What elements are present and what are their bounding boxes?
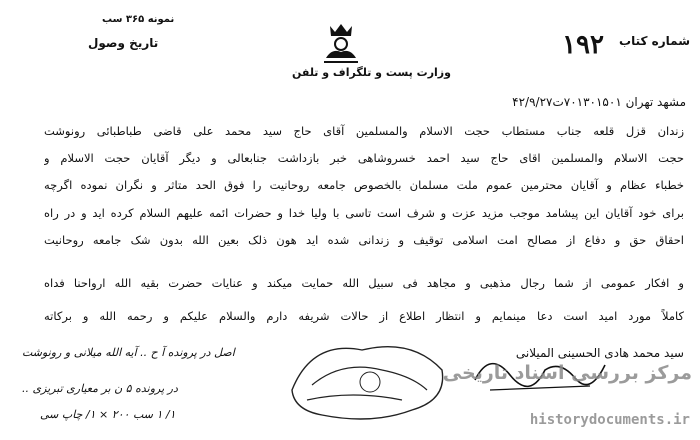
- body-line: و افکار عمومی از شما رجال مذهبی و مجاهد فی سبیل الله حمایت میکند و عنایات حضرت بقیه الله ارواحنا فداه: [44, 276, 684, 290]
- stamp-icon: [282, 330, 452, 430]
- body-line: خطباء عظام و آقایان محترمین عموم ملت مسلمان بالخصوص جامعه روحانیت را فوق الحد متاثر و نگران نموده اگرچه: [44, 178, 684, 192]
- body-line: برای خود آقایان این پیشامد موجب مزید عزت و شرف است تاسی با ولیا خدا و حضرات ائمه علیهم السلام کرده اید و در راه: [44, 206, 684, 220]
- date-line: مشهد تهران ۷۰۱۳۰۱۵۰۱ت۴۲/۹/۲۷: [512, 95, 686, 109]
- book-number-label: شماره کتاب: [619, 34, 690, 48]
- ministry-name: وزارت پست و تلگراف و تلفن: [292, 66, 451, 79]
- handwritten-note: در پرونده ۵ ن بر معیاری تبریزی ..: [22, 382, 178, 395]
- body-line: کاملاً مورد امید است دعا مینمایم و انتظار اطلاع از حالات شریفه دارم والسلام علیکم و رحمه الله و برکاته: [44, 309, 684, 323]
- watermark-text: مرکز بررسی اسناد تاریخی: [442, 362, 692, 384]
- body-line: زندان قزل قلعه جناب مستطاب حجت الاسلام والمسلمین آقای حاج سید محمد علی قاضی طباطبائی رونوشت: [44, 124, 684, 138]
- form-code: نمونه ۳۶۵ سب: [102, 14, 175, 25]
- watermark-url: historydocuments.ir: [529, 412, 690, 428]
- book-number-value: ۱۹۲: [562, 30, 604, 60]
- handwritten-note: ۱/ ۱ سب ۲۰۰ × ۱/ چاپ سی: [40, 408, 176, 421]
- body-line: احقاق حق و دفاع از مصالح امت اسلامی توقیف و زندانی شده اید هون ذلک بعین الله بدون شک جامعه روحانیت: [44, 233, 684, 247]
- handwritten-note: اصل در پرونده آ ح .. آیه الله میلانی و رونوشت: [22, 346, 235, 359]
- lion-and-sun-emblem-icon: [318, 20, 364, 66]
- received-date-label: تاریخ وصول: [88, 36, 159, 50]
- body-line: حجت الاسلام والمسلمین اقای حاج سید احمد خسروشاهی خبر بازداشت جنابعالی و دیگر آقایان حجت الاسلام و: [44, 151, 684, 165]
- signature-name: سید محمد هادی الحسینی المیلانی: [515, 346, 684, 360]
